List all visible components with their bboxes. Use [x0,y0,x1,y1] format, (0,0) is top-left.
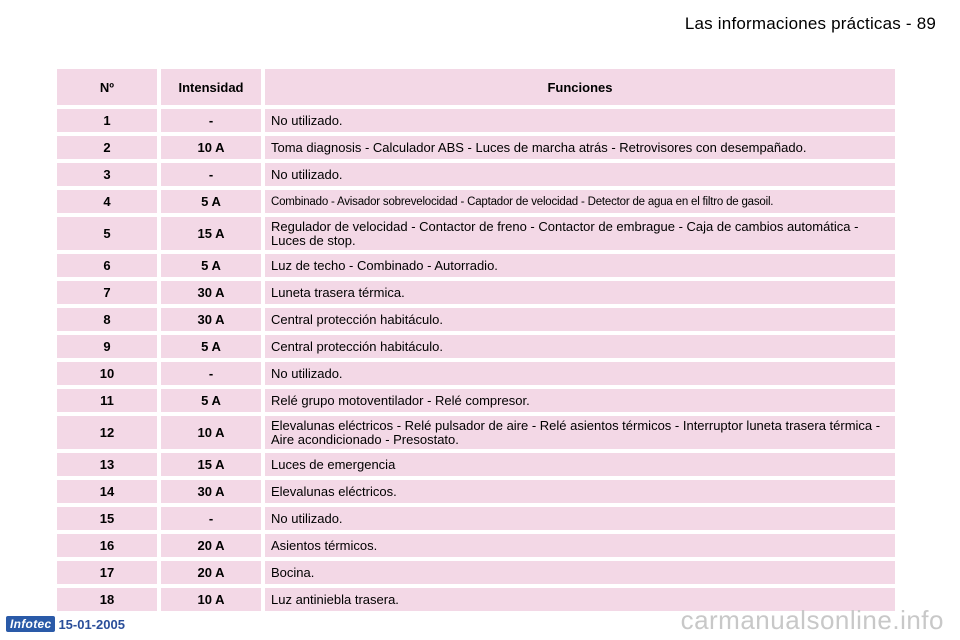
fuse-number: 12 [57,416,157,449]
page-title: Las informaciones prácticas - 89 [684,14,936,33]
fuse-amperage: 5 A [161,190,261,213]
table-row [57,254,895,277]
fuse-function: No utilizado. [265,163,895,186]
fuse-number: 2 [57,136,157,159]
fuse-function: Luneta trasera térmica. [265,281,895,304]
fuse-amperage: 30 A [161,308,261,331]
watermark: carmanualsonline.info [680,605,944,635]
fuse-function: Bocina. [265,561,895,584]
fuse-amperage: 10 A [161,588,261,611]
fuse-amperage: 15 A [161,217,261,250]
fuse-amperage: 20 A [161,534,261,557]
table-row [57,109,895,132]
fuse-function: Regulador de velocidad - Contactor de freno - Contactor de embrague - Caja de cambios automática - Luces de stop. [265,217,895,250]
fuse-amperage: 20 A [161,561,261,584]
table-row [57,335,895,358]
fuse-number: 14 [57,480,157,503]
fuse-amperage: 15 A [161,453,261,476]
fuse-amperage: 5 A [161,335,261,358]
infotec-logo: Infotec [6,616,55,632]
fuse-number: 8 [57,308,157,331]
fuse-function: Luces de emergencia [265,453,895,476]
table-row [57,136,895,159]
fuse-function: No utilizado. [265,362,895,385]
fuse-amperage: 5 A [161,389,261,412]
table-row [57,217,895,250]
table-row [57,190,895,213]
fuse-function: Elevalunas eléctricos. [265,480,895,503]
fuse-number: 5 [57,217,157,250]
footer-date: 15-01-2005 [58,616,125,632]
fuse-number: 3 [57,163,157,186]
fuse-function: Central protección habitáculo. [265,335,895,358]
table-row [57,561,895,584]
fuse-number: 16 [57,534,157,557]
header-num: Nº [57,69,157,105]
table-row [57,453,895,476]
fuse-number: 10 [57,362,157,385]
table-row [57,281,895,304]
table-row [57,507,895,530]
fuse-amperage: 5 A [161,254,261,277]
fuse-function: Relé grupo motoventilador - Relé compresor. [265,389,895,412]
fuse-function: Central protección habitáculo. [265,308,895,331]
fuse-function: Combinado - Avisador sobrevelocidad - Captador de velocidad - Detector de agua en el filtro de gasoil. [265,190,895,213]
fuse-amperage: - [161,109,261,132]
fuse-number: 18 [57,588,157,611]
header-intensity: Intensidad [161,69,261,105]
table-row [57,163,895,186]
fuse-function: No utilizado. [265,507,895,530]
fuse-number: 9 [57,335,157,358]
fuse-amperage: - [161,507,261,530]
fuse-amperage: 30 A [161,281,261,304]
header-functions: Funciones [265,69,895,105]
fuse-number: 7 [57,281,157,304]
table-row [57,416,895,449]
fuse-number: 17 [57,561,157,584]
fuse-number: 15 [57,507,157,530]
table-row [57,480,895,503]
fuse-number: 13 [57,453,157,476]
footer [6,616,125,632]
fuse-table [53,65,899,615]
fuse-amperage: - [161,163,261,186]
table-row [57,534,895,557]
fuse-function: Toma diagnosis - Calculador ABS - Luces de marcha atrás - Retrovisores con desempañado. [265,136,895,159]
fuse-amperage: 30 A [161,480,261,503]
fuse-function: No utilizado. [265,109,895,132]
fuse-amperage: 10 A [161,416,261,449]
table-row [57,308,895,331]
table-row [57,389,895,412]
fuse-number: 1 [57,109,157,132]
fuse-function: Asientos térmicos. [265,534,895,557]
fuse-number: 11 [57,389,157,412]
fuse-function: Luz antiniebla trasera. [265,588,895,611]
fuse-function: Luz de techo - Combinado - Autorradio. [265,254,895,277]
fuse-amperage: - [161,362,261,385]
table-header-row [57,69,895,105]
fuse-number: 4 [57,190,157,213]
fuse-number: 6 [57,254,157,277]
fuse-amperage: 10 A [161,136,261,159]
table-row [57,362,895,385]
fuse-function: Elevalunas eléctricos - Relé pulsador de aire - Relé asientos térmicos - Interruptor luneta trasera térmica - Aire acondicionado - Presostato. [265,416,895,449]
